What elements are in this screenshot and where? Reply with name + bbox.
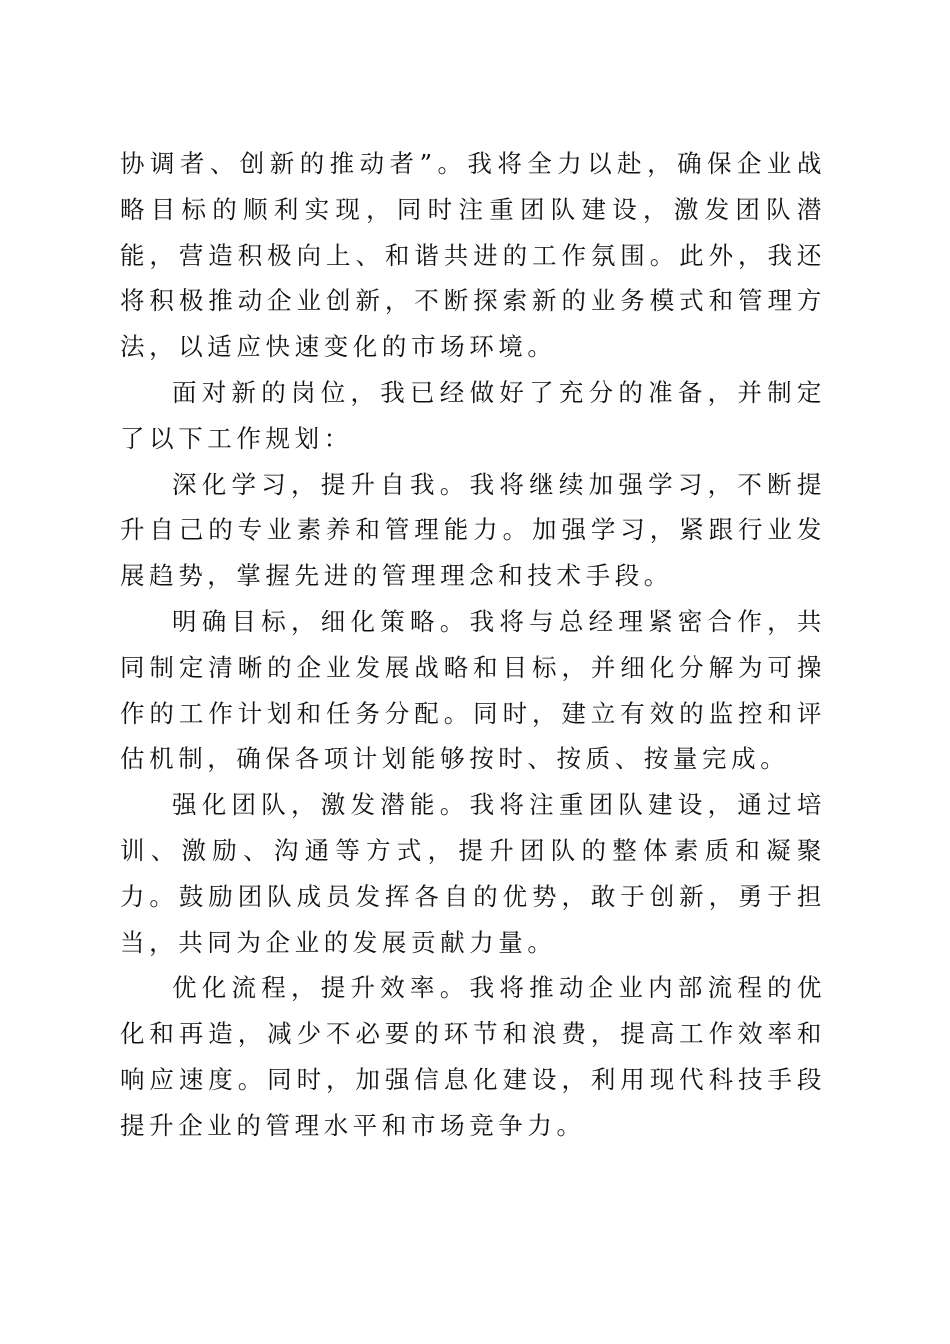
- document-body: [120, 141, 826, 1149]
- paragraph-work-plan-intro: 面对新的岗位，我已经做好了充分的准备，并制定了以下工作规划：: [120, 377, 826, 453]
- paragraph-optimize-process: 优化流程，提升效率。我将推动企业内部流程的优化和再造，减少不必要的环节和浪费，提高工作效率和响应速度。同时，加强信息化建设，利用现代科技手段提升企业的管理水平和市场竞争力。: [120, 973, 826, 1140]
- paragraph-deepen-learning: 深化学习，提升自我。我将继续加强学习，不断提升自己的专业素养和管理能力。加强学习，紧跟行业发展趋势，掌握先进的管理理念和技术手段。: [120, 469, 826, 591]
- paragraph-continuation: 协调者、创新的推动者”。我将全力以赴，确保企业战略目标的顺利实现，同时注重团队建设，激发团队潜能，营造积极向上、和谐共进的工作氛围。此外，我还将积极推动企业创新，不断探索新的业务模式和管理方法，以适应快速变化的市场环境。: [120, 149, 826, 362]
- paragraph-strengthen-team: 强化团队，激发潜能。我将注重团队建设，通过培训、激励、沟通等方式，提升团队的整体素质和凝聚力。鼓励团队成员发挥各自的优势，敢于创新，勇于担当，共同为企业的发展贡献力量。: [120, 790, 826, 957]
- paragraph-clarify-goals: 明确目标，细化策略。我将与总经理紧密合作，共同制定清晰的企业发展战略和目标，并细化分解为可操作的工作计划和任务分配。同时，建立有效的监控和评估机制，确保各项计划能够按时、按质、按量完成。: [120, 606, 826, 774]
